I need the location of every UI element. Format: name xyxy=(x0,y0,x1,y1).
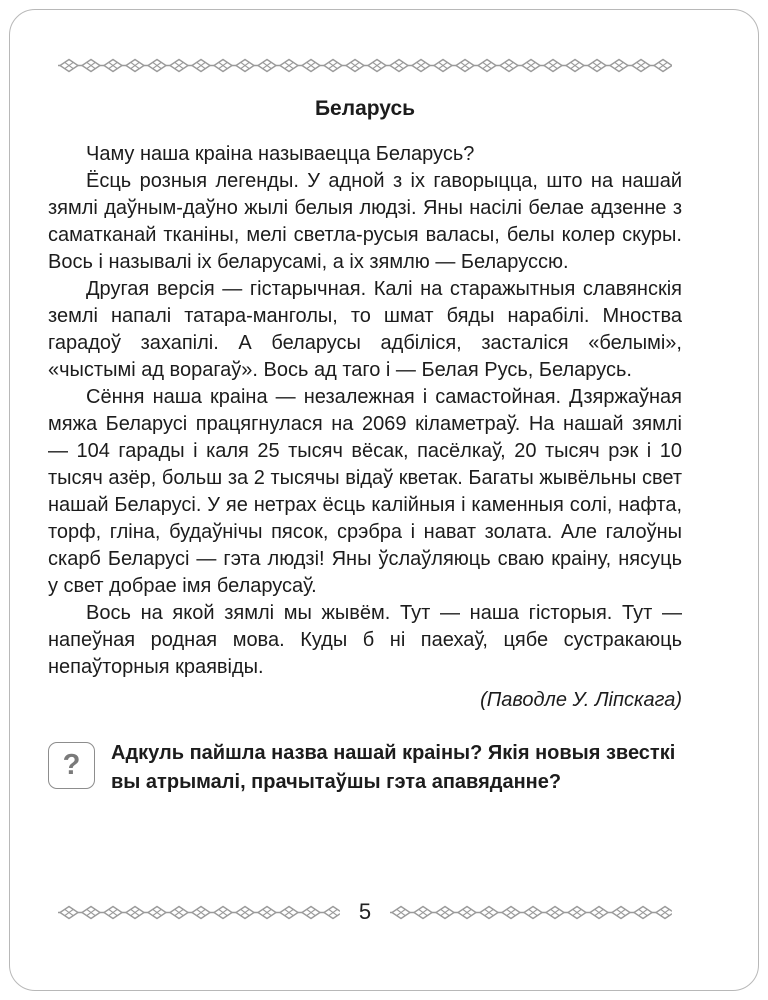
paragraph: Другая версія — гістарычная. Калі на старажытныя славянскія землі напалі татара-манголы, то шмат бяды нарабілі. Мноства гарадоў захапілі. А беларусы адбіліся, засталіся «белымі», «чыстымі ад ворагаў». Вось ад таго і — Белая Русь, Беларусь. xyxy=(48,278,682,381)
attribution: (Паводле У. Ліпскага) xyxy=(480,689,682,711)
paragraph: Ёсць розныя легенды. У адной з іх гаворыцца, што на нашай зямлі даўным-даўно жылі белыя людзі. Яны насілі белае адзенне з саматканай тканіны, мелі светла-русыя валасы, белы колер скуры. Вось і называлі іх беларусамі, а іх зямлю — Беларуссю. xyxy=(48,170,682,273)
paragraph: Чаму наша краіна называецца Беларусь? xyxy=(86,143,475,165)
body-text xyxy=(48,141,682,681)
page-content xyxy=(48,0,682,797)
question-text: Адкуль пайшла назва нашай краіны? Якія новыя звесткі вы атрымалі, прачытаўшы гэта апавяданне? xyxy=(111,742,676,793)
ornament-border-top xyxy=(58,58,672,73)
question-block xyxy=(48,739,682,797)
paragraph: Сёння наша краіна — незалежная і самастойная. Дзяржаўная мяжа Беларусі працягнулася на 2069 кіламетраў. На нашай зямлі — 104 гарады і каля 25 тысяч вёсак, пасёлкаў, 20 тысяч рэк і 10 тысяч азёр, больш за 2 тысячы відаў кветак. Багаты жывёльны свет нашай Беларусі. У яе нетрах ёсць калійныя і каменныя солі, нафта, торф, гліна, будаўнічы пясок, срэбра і нават золата. Але галоўны скарб Беларусі — гэта людзі! Яны ўслаўляюць сваю краіну, нясуць у свет добрае імя беларусаў. xyxy=(48,386,682,597)
question-mark-glyph: ? xyxy=(62,749,81,781)
ornament-band-bottom-right-icon xyxy=(390,905,672,920)
page-title: Беларусь xyxy=(314,97,416,120)
ornament-band-bottom-left-icon xyxy=(58,905,340,920)
paragraph: Вось на якой зямлі мы жывём. Тут — наша гісторыя. Тут — напеўная родная мова. Куды б ні паехаў, цябе сустракаюць непаўторныя краявіды. xyxy=(48,602,682,678)
ornament-border-bottom xyxy=(58,901,672,923)
question-mark-icon xyxy=(48,742,95,789)
ornament-band-icon xyxy=(58,58,672,73)
page-number: 5 xyxy=(358,899,372,924)
